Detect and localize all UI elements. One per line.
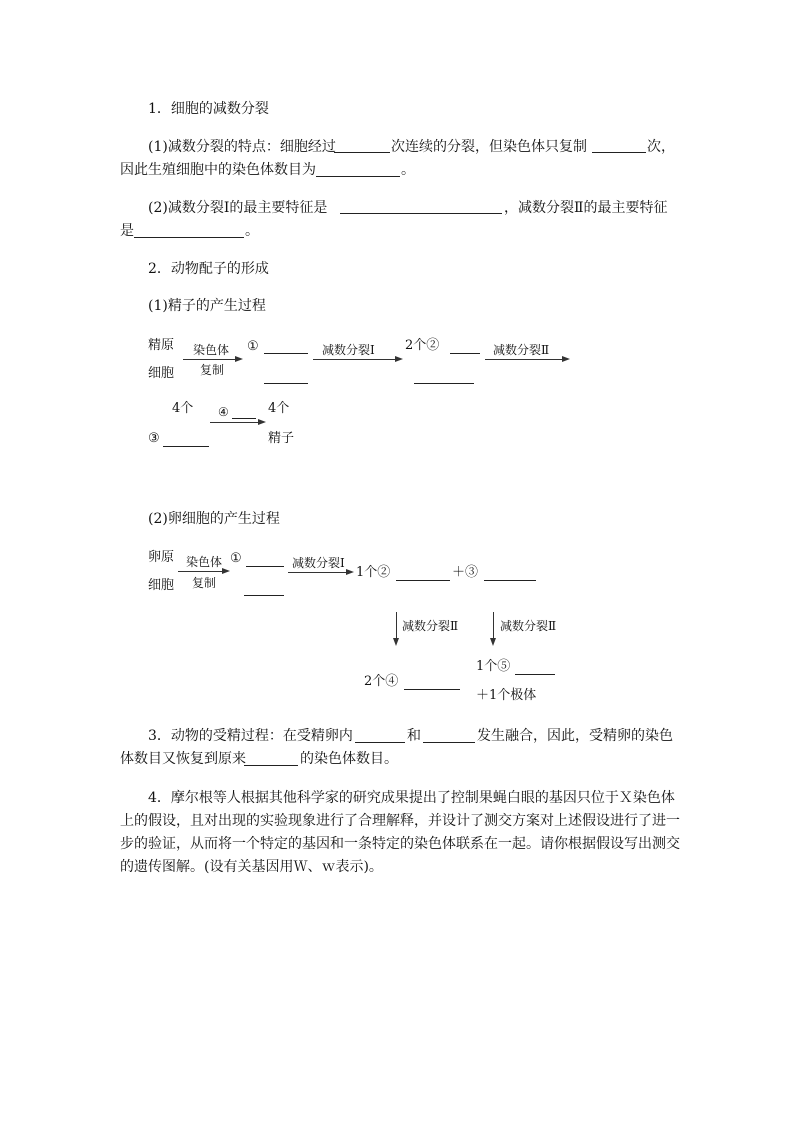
q3-text-e: 的染色体数目。 xyxy=(300,751,398,767)
q3-blank-3[interactable] xyxy=(244,765,298,766)
sperm-blank-1b[interactable] xyxy=(264,383,308,384)
q3-text-a: 3．动物的受精过程：在受精卵内 xyxy=(148,728,353,744)
egg-down-label-right: 减数分裂Ⅱ xyxy=(500,619,557,633)
sperm-count2: 2个② xyxy=(405,338,440,353)
sperm-arrow1-head xyxy=(235,356,243,362)
egg-arrow2-line xyxy=(288,572,346,573)
egg-down-arrow-right-line xyxy=(493,612,494,640)
egg-arrow1-bottom-label: 复制 xyxy=(192,576,217,590)
egg-arrow1-head xyxy=(222,568,230,574)
q1-blank-5[interactable] xyxy=(134,237,244,238)
egg-blank-4[interactable] xyxy=(404,689,460,690)
sperm-product: 精子 xyxy=(268,431,295,446)
sperm-start-line1: 精原 xyxy=(148,338,175,353)
sperm-arrow1-line xyxy=(183,359,235,360)
sperm-arrow2-line xyxy=(313,359,395,360)
sperm-arrow4-head xyxy=(258,419,266,425)
q1-p1-text-a: (1)减数分裂的特点：细胞经过 xyxy=(148,139,336,155)
sperm-blank-4[interactable] xyxy=(232,418,256,419)
sperm-blank-2b[interactable] xyxy=(414,383,474,384)
q3-text-d: 体数目又恢复到原来 xyxy=(120,751,246,767)
egg-blank-1a[interactable] xyxy=(246,566,284,567)
q3-text-c: 发生融合，因此，受精卵的染色 xyxy=(477,728,673,744)
q1-p2-text-d: 。 xyxy=(245,223,259,239)
q4-line1: 4．摩尔根等人根据其他科学家的研究成果提出了控制果蝇白眼的基因只位于Ｘ染色体 xyxy=(148,790,675,806)
sperm-blank-3[interactable] xyxy=(163,446,209,447)
egg-arrow1-top-label: 染色体 xyxy=(186,555,223,569)
sperm-arrow3-head xyxy=(562,356,570,362)
q1-p1-text-b: 次连续的分裂，但染色体只复制 xyxy=(391,139,587,155)
sperm-blank-2a[interactable] xyxy=(450,353,480,354)
sperm-circle4: ④ xyxy=(218,405,229,419)
q1-p1-text-e: 。 xyxy=(401,162,415,178)
q3-blank-1[interactable] xyxy=(355,742,405,743)
egg-title: (2)卵细胞的产生过程 xyxy=(148,511,280,527)
q1-blank-3[interactable] xyxy=(316,176,400,177)
egg-blank-2[interactable] xyxy=(396,580,450,581)
egg-circle1: ① xyxy=(230,551,242,566)
egg-down-label-left: 减数分裂Ⅱ xyxy=(402,619,459,633)
q4-line2: 上的假设，且对出现的实验现象进行了合理解释，并设计了测交方案对上述假设进行了进一 xyxy=(120,813,680,829)
egg-bottom-left: 2个④ xyxy=(364,674,399,689)
egg-down-arrow-right-head xyxy=(490,638,496,646)
q4-line3: 步的验证，从而将一个特定的基因和一条特定的染色体联系在一起。请你根据假设写出测交 xyxy=(120,836,680,852)
egg-plus: ＋③ xyxy=(452,565,479,580)
q2-heading: 2．动物配子的形成 xyxy=(148,261,269,277)
sperm-arrow1-bottom-label: 复制 xyxy=(200,363,225,377)
sperm-circle3: ③ xyxy=(148,431,160,446)
egg-start-line1: 卵原 xyxy=(148,550,175,565)
egg-start-line2: 细胞 xyxy=(148,578,175,593)
sperm-title: (1)精子的产生过程 xyxy=(148,298,266,314)
sperm-blank-1a[interactable] xyxy=(264,353,308,354)
egg-blank-1b[interactable] xyxy=(244,595,284,596)
q3-blank-2[interactable] xyxy=(423,742,475,743)
q3-text-b: 和 xyxy=(407,728,421,744)
sperm-arrow3-line xyxy=(485,359,562,360)
egg-split: 1个② xyxy=(356,565,391,580)
sperm-circle1: ① xyxy=(247,339,259,354)
sperm-arrow4-line xyxy=(210,422,258,423)
q1-blank-1[interactable] xyxy=(334,152,390,153)
egg-down-arrow-left-line xyxy=(396,612,397,640)
q1-p1-text-d: 因此生殖细胞中的染色体数目为 xyxy=(120,162,316,178)
q4-line4: 的遗传图解。(设有关基因用Ｗ、ｗ表示)。 xyxy=(120,859,383,875)
sperm-start-line2: 细胞 xyxy=(148,366,175,381)
q1-heading: 1．细胞的减数分裂 xyxy=(148,101,269,117)
sperm-arrow3-label: 减数分裂Ⅱ xyxy=(493,343,550,357)
q1-p2-text-b: ，减数分裂Ⅱ的最主要特征 xyxy=(504,200,668,216)
sperm-arrow1-top-label: 染色体 xyxy=(193,343,230,357)
q1-blank-4[interactable] xyxy=(340,213,502,214)
egg-arrow1-line xyxy=(178,571,222,572)
sperm-arrow2-label: 减数分裂Ⅰ xyxy=(322,343,375,357)
q1-p2-text-a: (2)减数分裂Ⅰ的最主要特征是 xyxy=(148,200,328,216)
egg-arrow2-head xyxy=(346,569,354,575)
sperm-count3: 4个 xyxy=(172,401,194,416)
q1-p2-text-c: 是 xyxy=(120,223,134,239)
egg-bottom-right1: 1个⑤ xyxy=(476,659,511,674)
egg-blank-3[interactable] xyxy=(484,580,536,581)
sperm-count4: 4个 xyxy=(268,401,290,416)
egg-blank-5[interactable] xyxy=(515,674,555,675)
egg-down-arrow-left-head xyxy=(393,638,399,646)
egg-arrow2-label: 减数分裂Ⅰ xyxy=(292,556,345,570)
sperm-arrow2-head xyxy=(395,356,403,362)
q1-p1-text-c: 次， xyxy=(647,139,675,155)
egg-bottom-right2: ＋1个极体 xyxy=(476,688,537,703)
q1-blank-2[interactable] xyxy=(592,152,646,153)
